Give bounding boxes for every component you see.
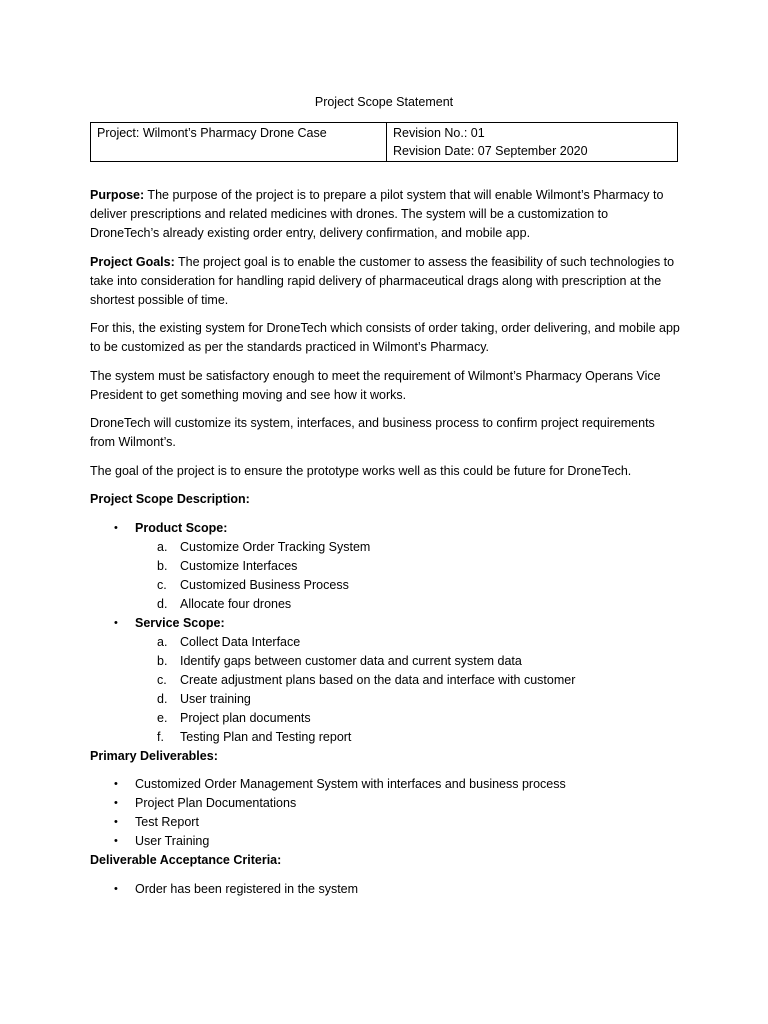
list-item (90, 794, 680, 813)
list-item (135, 595, 680, 614)
project-name-cell (91, 123, 387, 162)
list-item-product-scope (90, 519, 680, 614)
scope-list (90, 519, 680, 747)
list-item (135, 652, 680, 671)
service-scope-label: Service Scope: (135, 615, 225, 630)
bullet-icon: • (114, 816, 118, 828)
bullet-icon: • (114, 797, 118, 809)
revision-number: Revision No.: 01 (393, 126, 485, 140)
list-item (135, 690, 680, 709)
purpose-paragraph (90, 186, 680, 243)
project-info-table (90, 122, 678, 162)
list-item-text: Customize Interfaces (180, 558, 298, 573)
list-item-text: Order has been registered in the system (135, 881, 359, 896)
list-letter: d. (157, 691, 168, 706)
list-item-text: Test Report (135, 815, 199, 829)
paragraph-customize: DroneTech will customize its system, interfaces, and business process to confirm project requirements from Wilmont’s. (90, 416, 655, 449)
paragraph-prototype-goal: The goal of the project is to ensure the prototype works well as this could be future for DroneTech. (90, 463, 632, 478)
list-letter: c. (157, 577, 167, 592)
list-item-text: Collect Data Interface (180, 634, 301, 649)
list-letter: a. (157, 539, 168, 554)
bullet-icon: • (114, 521, 118, 534)
goals-label: Project Goals: (90, 254, 175, 269)
bullet-icon: • (114, 835, 118, 847)
primary-deliverables-list (90, 775, 680, 851)
list-item-text: Project Plan Documentations (135, 796, 297, 810)
list-item (135, 538, 680, 557)
list-item-text: Testing Plan and Testing report (180, 729, 352, 744)
list-item (90, 880, 680, 899)
acceptance-criteria-list (90, 880, 680, 899)
list-item (90, 832, 680, 851)
paragraph-satisfactory: The system must be satisfactory enough to meet the requirement of Wilmont’s Pharmacy Operans Vice President to get something moving and see how it works. (90, 368, 661, 402)
list-item (135, 633, 680, 652)
list-letter: f. (157, 729, 164, 744)
list-letter: a. (157, 634, 168, 649)
list-item (135, 709, 680, 728)
list-item (135, 671, 680, 690)
revision-cell (387, 123, 678, 162)
purpose-label: Purpose: (90, 188, 145, 202)
list-item (135, 576, 680, 595)
list-item-text: Customize Order Tracking System (180, 539, 371, 554)
list-item-text: Project plan documents (180, 710, 311, 725)
list-letter: d. (157, 596, 168, 611)
list-letter: b. (157, 653, 168, 668)
list-letter: b. (157, 558, 168, 573)
revision-date: Revision Date: 07 September 2020 (393, 144, 588, 158)
product-scope-label: Product Scope: (135, 520, 228, 535)
list-item (90, 813, 680, 832)
list-item-text: User training (180, 691, 251, 706)
goals-paragraph (90, 253, 680, 310)
primary-deliverables-heading: Primary Deliverables: (90, 748, 218, 763)
product-scope-list (135, 538, 680, 614)
list-item-text: Allocate four drones (180, 596, 292, 611)
list-item-text: Identify gaps between customer data and current system data (180, 653, 522, 668)
bullet-icon: • (114, 616, 118, 629)
list-item-text: Customized Order Management System with interfaces and business process (135, 777, 566, 791)
list-letter: c. (157, 672, 167, 687)
list-item-text: User Training (135, 834, 210, 848)
document-title: Project Scope Statement (314, 95, 454, 109)
list-item-service-scope (90, 614, 680, 747)
list-item (135, 557, 680, 576)
list-item-text: Create adjustment plans based on the data and interface with customer (180, 672, 576, 687)
bullet-icon: • (114, 882, 118, 895)
purpose-text: The purpose of the project is to prepare a pilot system that will enable Wilmont’s Pharmacy to deliver prescriptions and related medicines with drones. The system will be a customization to DroneTech’s already existing order entry, delivery confirmation, and mobile app. (90, 188, 664, 240)
paragraph-existing-system: For this, the existing system for DroneTech which consists of order taking, order delivering, and mobile app to be customized as per the standards practiced in Wilmont’s Pharmacy. (90, 321, 680, 354)
acceptance-criteria-heading: Deliverable Acceptance Criteria: (90, 853, 282, 867)
scope-description-heading: Project Scope Description: (90, 492, 250, 506)
goals-text: The project goal is to enable the customer to assess the feasibility of such technologies to take into consideration for handling rapid delivery of pharmaceutical drags along with prescription at the shortest possible of time. (90, 254, 675, 307)
list-item (90, 775, 680, 794)
list-letter: e. (157, 710, 168, 725)
bullet-icon: • (114, 778, 118, 790)
list-item (135, 728, 680, 747)
project-name: Project: Wilmont’s Pharmacy Drone Case (97, 126, 327, 140)
list-item-text: Customized Business Process (180, 577, 349, 592)
service-scope-list (135, 633, 680, 747)
document-body (90, 186, 680, 899)
